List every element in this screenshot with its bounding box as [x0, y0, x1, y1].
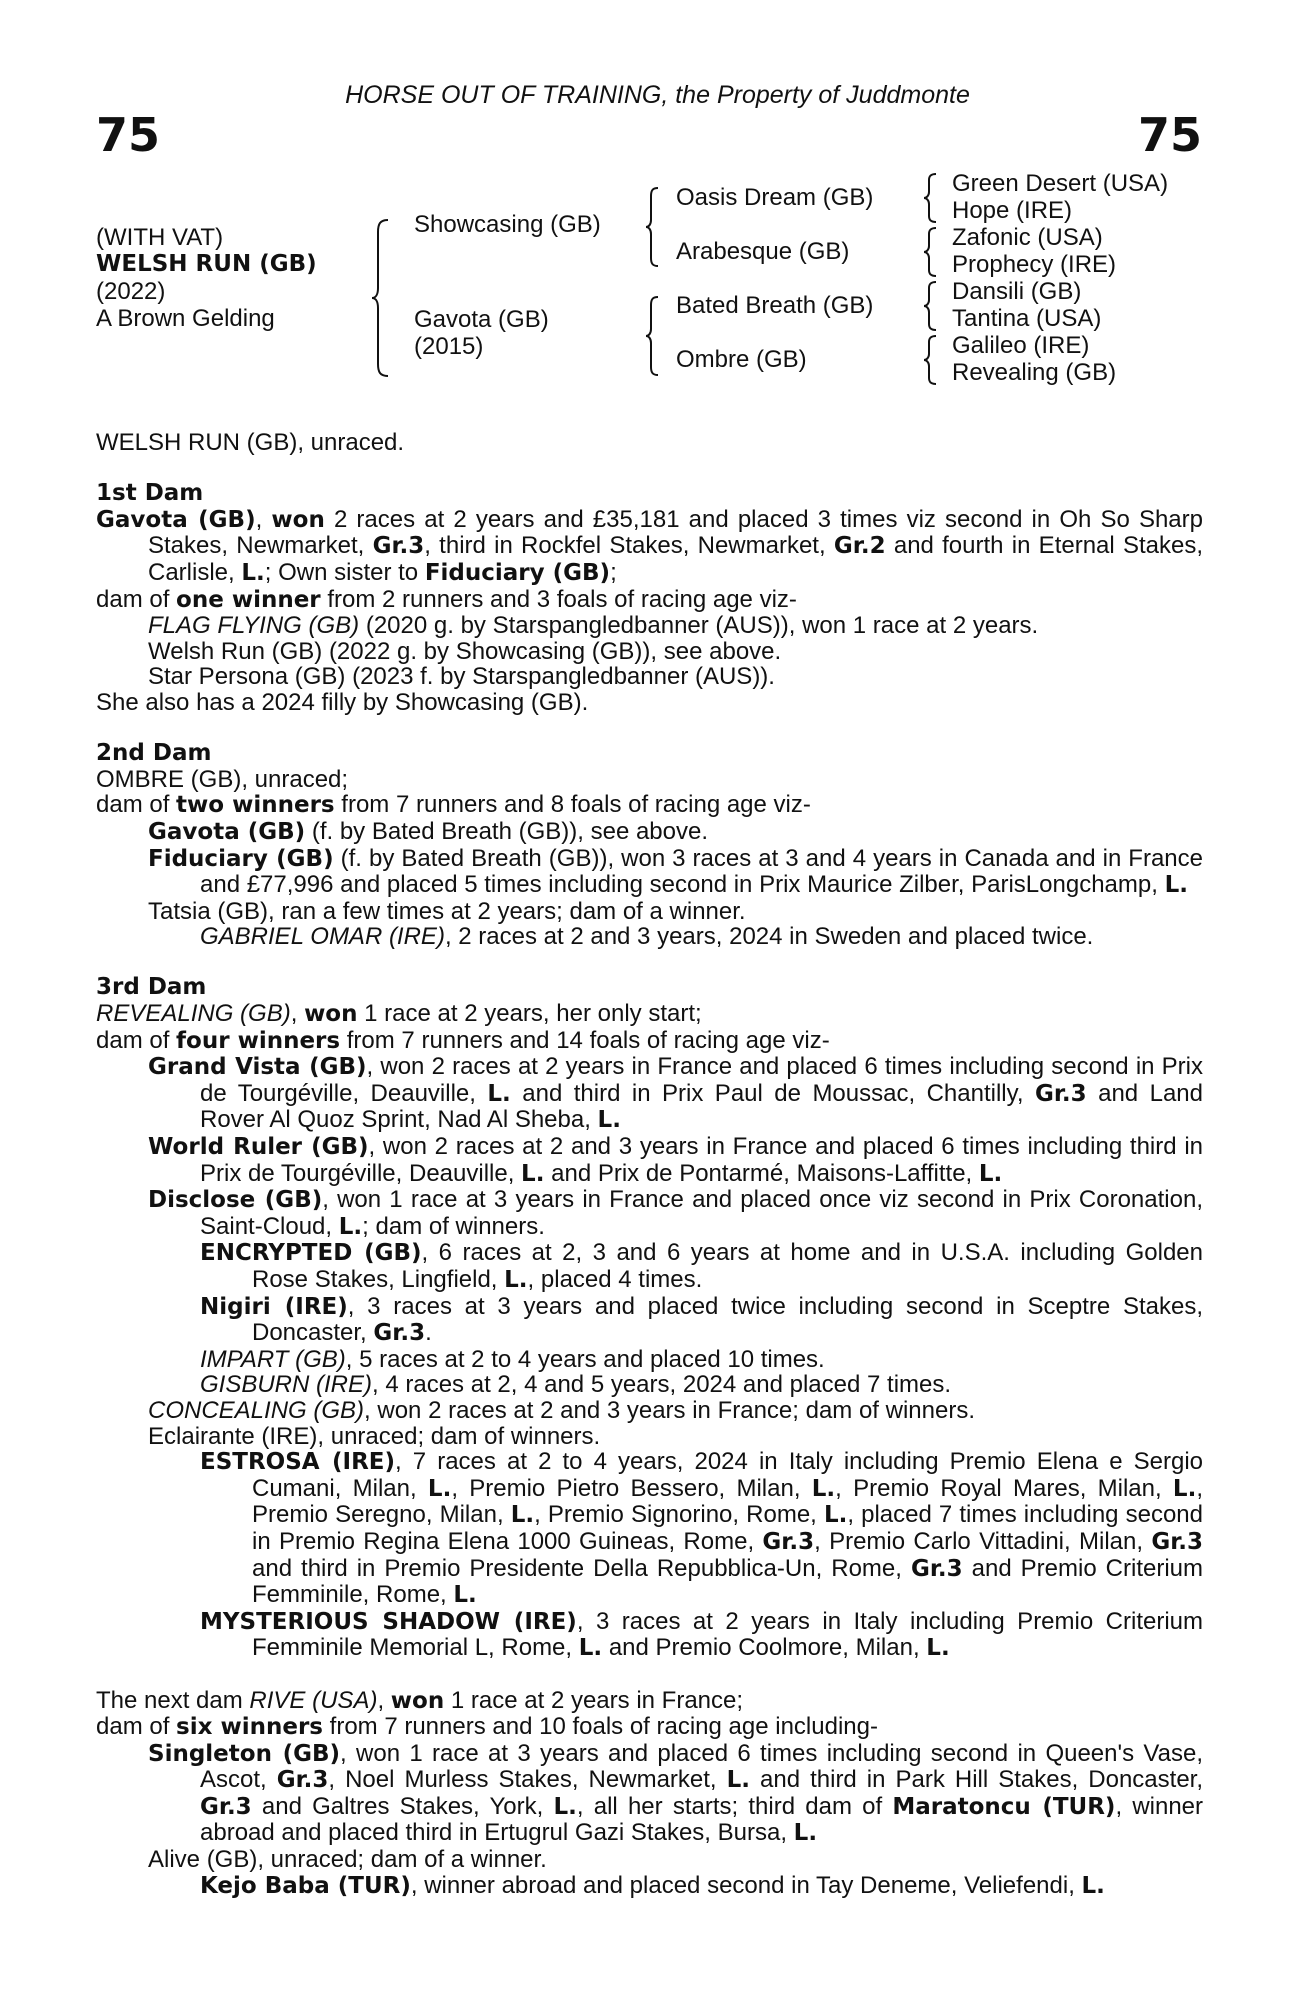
entry-line: Gavota (GB), won 2 races at 2 years and £35,181 and placed 3 times viz second in Oh So Sharp Stakes, Newmarket, Gr.3, third in Rockfel Stakes, Newmarket, Gr.2 and fourth in Eternal Stakes, Carlisle, L.; Own sister to Fiduciary (GB);: [96, 505, 1204, 586]
vat-label: (WITH VAT): [96, 224, 224, 251]
ped-ssd: Hope (IRE): [952, 197, 1073, 224]
horse-description: A Brown Gelding: [96, 305, 275, 332]
section-title: 3rd Dam: [96, 974, 207, 1001]
entry-line: ESTROSA (IRE), 7 races at 2 to 4 years, 2024 in Italy including Premio Elena e Sergio Cumani, Milan, L., Premio Pietro Bessero, Milan, L., Premio Royal Mares, Milan, L., Premio Seregno, Milan, L., Premio Signorino, Rome, L., placed 7 times including second in Premio Regina Elena 1000 Guineas, Rome, Gr.3, Premio Carlo Vittadini, Milan, Gr.3 and third in Premio Presidente Della Repubblica-Un, Rome, Gr.3 and Premio Criterium Femminile, Rome, L.: [200, 1448, 1204, 1609]
entry-line: CONCEALING (GB), won 2 races at 2 and 3 years in France; dam of winners.: [148, 1396, 975, 1424]
entry-line: Star Persona (GB) (2023 f. by Starspangledbanner (AUS)).: [148, 663, 775, 691]
sire-brace: [644, 186, 662, 268]
lot-number-left: 75: [96, 108, 161, 162]
entry-line: Fiduciary (GB) (f. by Bated Breath (GB)), won 3 races at 3 and 4 years in Canada and in France and £77,996 and placed 5 times including second in Prix Maurice Zilber, ParisLongchamp, L.: [148, 844, 1204, 899]
ped-dds: Galileo (IRE): [952, 332, 1090, 359]
entry-line: She also has a 2024 filly by Showcasing (GB).: [96, 688, 589, 716]
intro-line: WELSH RUN (GB), unraced.: [96, 429, 405, 456]
sire: Showcasing (GB): [414, 211, 601, 238]
dam-sire: Bated Breath (GB): [676, 292, 874, 319]
ped-dsd: Tantina (USA): [952, 305, 1102, 332]
entry-line: IMPART (GB), 5 races at 2 to 4 years and placed 10 times.: [200, 1345, 825, 1373]
section-title: 2nd Dam: [96, 740, 212, 767]
entry-line: GABRIEL OMAR (IRE), 2 races at 2 and 3 years, 2024 in Sweden and placed twice.: [200, 923, 1094, 951]
entry-line: GISBURN (IRE), 4 races at 2, 4 and 5 years, 2024 and placed 7 times.: [200, 1371, 952, 1399]
catalogue-body: [96, 430, 1203, 1899]
entry-line: Grand Vista (GB), won 2 races at 2 years in France and placed 6 times including second in Prix de Tourgéville, Deauville, L. and third in Prix Paul de Moussac, Chantilly, Gr.3 and Land Rover Al Quoz Sprint, Nad Al Sheba, L.: [148, 1053, 1204, 1134]
entry-line: REVEALING (GB), won 1 race at 2 years, her only start;: [96, 1000, 702, 1028]
dam-year: (2015): [414, 333, 484, 360]
entry-line: FLAG FLYING (GB) (2020 g. by Starspangledbanner (AUS)), won 1 race at 2 years.: [148, 612, 1039, 640]
section-spacer: [96, 716, 1203, 742]
section-spacer: [96, 456, 1203, 482]
entry-line: Nigiri (IRE), 3 races at 3 years and placed twice including second in Sceptre Stakes, Doncaster, Gr.3.: [200, 1292, 1204, 1347]
entry-line: Welsh Run (GB) (2022 g. by Showcasing (GB)), see above.: [148, 637, 782, 665]
entry-line: ENCRYPTED (GB), 6 races at 2, 3 and 6 years at home and in U.S.A. including Golden Rose Stakes, Lingfield, L., placed 4 times.: [200, 1239, 1203, 1293]
entry-line: The next dam RIVE (USA), won 1 race at 2 years in France;: [96, 1686, 744, 1714]
entry-line: OMBRE (GB), unraced;: [96, 765, 349, 793]
entry-line: Tatsia (GB), ran a few times at 2 years; dam of a winner.: [148, 897, 746, 925]
ped-sdd: Prophecy (IRE): [952, 251, 1117, 278]
section-spacer: [96, 1662, 1203, 1688]
horse-year: (2022): [96, 278, 166, 305]
brace-2: [922, 226, 940, 278]
dam-brace: [644, 295, 662, 377]
section-spacer: [96, 950, 1203, 976]
ped-ddd: Revealing (GB): [952, 359, 1117, 386]
entry-line: dam of one winner from 2 runners and 3 foals of racing age viz-: [96, 585, 797, 613]
ped-sss: Green Desert (USA): [952, 170, 1169, 197]
entry-line: Singleton (GB), won 1 race at 3 years and placed 6 times including second in Queen's Vase, Ascot, Gr.3, Noel Murless Stakes, Newmarket, L. and third in Park Hill Stakes, Doncaster, Gr.3 and Galtres Stakes, York, L., all her starts; third dam of Maratoncu (TUR), winner abroad and placed third in Ertugrul Gazi Stakes, Bursa, L.: [148, 1739, 1204, 1847]
brace-4: [922, 334, 940, 386]
dam: Gavota (GB): [414, 306, 549, 333]
entry-line: Eclairante (IRE), unraced; dam of winners.: [148, 1422, 601, 1450]
sire-sire: Oasis Dream (GB): [676, 184, 874, 211]
brace-1: [922, 172, 940, 224]
entry-line: dam of four winners from 7 runners and 14 foals of racing age viz-: [96, 1026, 830, 1054]
horse-name: WELSH RUN (GB): [96, 251, 317, 277]
sire-dam: Arabesque (GB): [676, 238, 850, 265]
entry-line: dam of two winners from 7 runners and 8 foals of racing age viz-: [96, 791, 811, 819]
entry-line: Gavota (GB) (f. by Bated Breath (GB)), see above.: [148, 817, 709, 845]
entry-line: World Ruler (GB), won 2 races at 2 and 3 years in France and placed 6 times including third in Prix de Tourgéville, Deauville, L. and Prix de Pontarmé, Maisons-Laffitte, L.: [148, 1133, 1203, 1187]
lot-number-right: 75: [1137, 108, 1202, 162]
ped-sds: Zafonic (USA): [952, 224, 1103, 251]
entry-line: MYSTERIOUS SHADOW (IRE), 3 races at 2 years in Italy including Premio Criterium Femminile Memorial L, Rome, L. and Premio Coolmore, Milan, L.: [200, 1607, 1203, 1662]
section-title: 1st Dam: [96, 480, 204, 507]
entry-line: dam of six winners from 7 runners and 10 foals of racing age including-: [96, 1713, 878, 1741]
entry-line: Disclose (GB), won 1 race at 3 years in France and placed once viz second in Prix Coronation, Saint-Cloud, L.; dam of winners.: [148, 1186, 1203, 1240]
entry-line: Alive (GB), unraced; dam of a winner.: [148, 1846, 547, 1874]
main-brace: [370, 218, 394, 378]
page-heading: HORSE OUT OF TRAINING, the Property of Juddmonte: [345, 81, 970, 109]
entry-line: Kejo Baba (TUR), winner abroad and placed second in Tay Deneme, Veliefendi, L.: [200, 1871, 1105, 1899]
ped-dss: Dansili (GB): [952, 278, 1082, 305]
brace-3: [922, 280, 940, 332]
dam-dam: Ombre (GB): [676, 346, 807, 373]
